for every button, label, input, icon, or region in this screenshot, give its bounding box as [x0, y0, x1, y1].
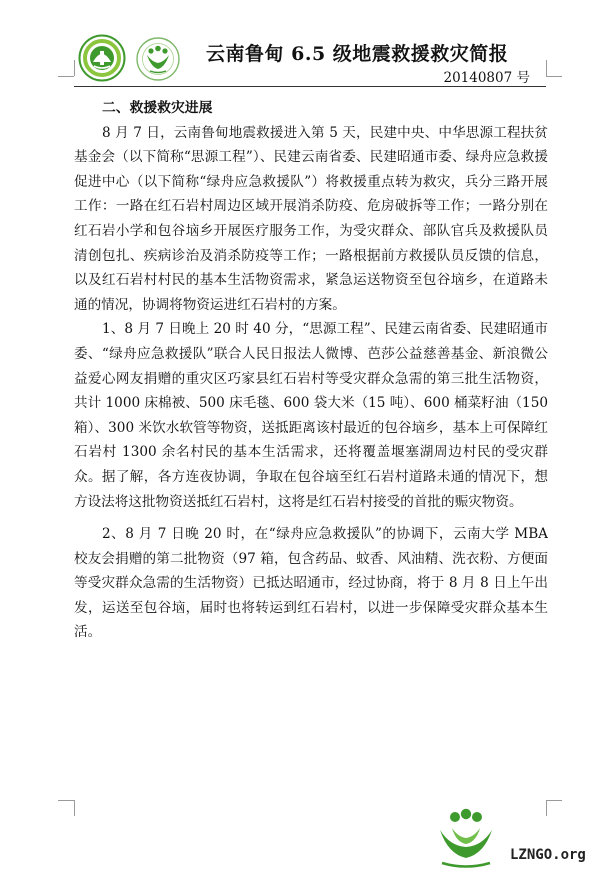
green-hearts-seal-icon [134, 36, 182, 82]
paragraph-1: 8 月 7 日，云南鲁甸地震救援进入第 5 天，民建中央、中华思源工程扶贫基金会（以下简称“思源工程”）、民建云南省委、民建昭通市委、绿舟应急救援促进中心（以下简称“绿舟应急救援队”）将救援重点转为救灾，兵分三路开展工作：一路在红石岩村周边区域开展消杀防疫、危房破拆等工作；一路分别在红石岩小学和包谷垴乡开展医疗服务工作，为受灾群众、部队官兵及救援队员清创包扎、疾病诊治及消杀防疫等工作；一路根据前方救援队员反馈的信息，以及红石岩村村民的基本生活物资需求，紧急运送物资至包谷垴乡，在道路未通的情况，协调将物资运进红石岩村的方案。 [74, 124, 548, 313]
header-logos [78, 34, 196, 84]
crop-mark-bottom-left-h [58, 800, 74, 801]
paragraph-2: 1、8 月 7 日晚上 20 时 40 分，“思源工程”、民建云南省委、民建昭通市委、“绿舟应急救援队”联合人民日报法人微博、芭莎公益慈善基金、新浪微公益爱心网友捐赠的重灾区巧家县红石岩村等受灾群众急需的第三批生活物资，共计 1000 床棉被、500 床毛毯、600 袋大米（15 吨）、600 桶菜籽油（150 箱）、300 米饮水软管等物资，送抵距离该村最近的包谷垴乡，基本上可保障红石岩村 1300 余名村民的基本生活需求，还将覆盖堰塞湖周边村民的受灾群众。据了解，各方连夜协调，争取在包谷垴至红石岩村道路未通的情况下，想方设法将这批物资送抵红石岩村，这将是红石岩村接受的首批的赈灾物资。 [74, 321, 548, 510]
page-title: 云南鲁甸 6.5 级地震救援救灾简报 [206, 43, 509, 65]
header-divider [74, 86, 546, 87]
watermark-text: LZNGO.org [510, 847, 586, 863]
green-circular-emblem-icon [78, 34, 126, 82]
crop-mark-bottom-right-h [546, 800, 562, 801]
crop-mark-top-left-v [74, 60, 75, 76]
green-hearts-logo-icon [434, 808, 498, 870]
crop-mark-top-left-h [58, 76, 74, 77]
paragraph-3: 2、8 月 7 日晚 20 时，在“绿舟应急救援队”的协调下，云南大学 MBA 校友会捐赠的第二批物资（97 箱，包含药品、蚊香、风油精、洗衣粉、方便面等受灾群众急需的生活物资）已抵达昭通市，经过协商，将于 8 月 8 日上午出发，运送至包谷垴，届时也将转运到红石岩村，以进一步保障受灾群众基本生活。 [74, 526, 548, 641]
crop-mark-bottom-right-v [546, 800, 547, 816]
crop-mark-bottom-left-v [74, 800, 75, 816]
document-body [74, 96, 548, 645]
issue-number: 20140807 号 [443, 70, 530, 86]
crop-mark-top-right-v [546, 60, 547, 76]
section-heading: 二、救援救灾进展 [102, 100, 213, 116]
crop-mark-top-right-h [546, 76, 562, 77]
